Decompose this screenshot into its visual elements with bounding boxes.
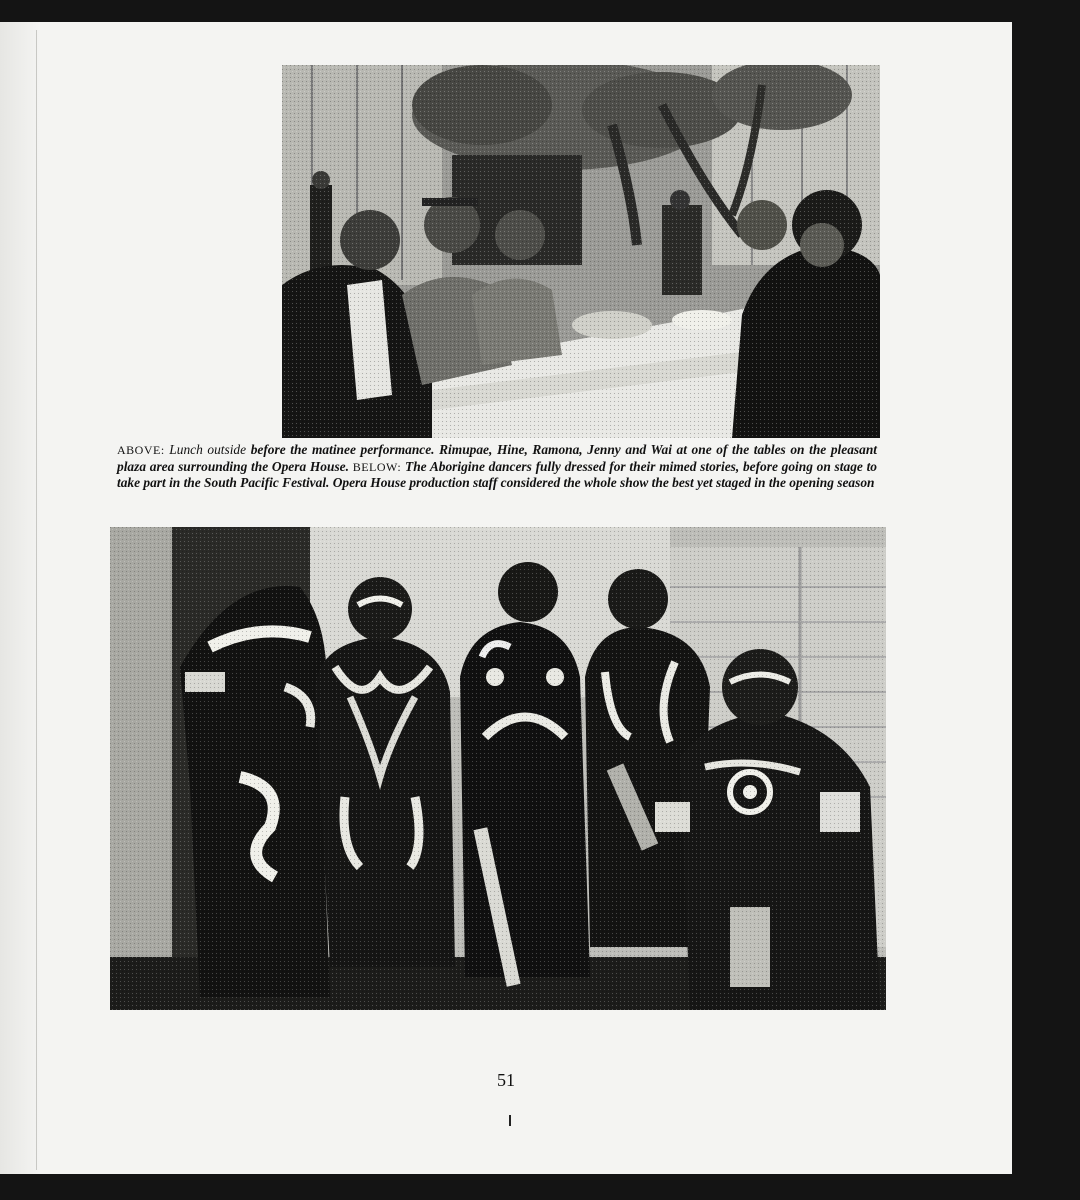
caption-above-text: before the matinee performance. Rimupae, Hine, Ramona, Jenny and Wai at one of the tables on the pleasant plaza area surrounding the Opera House.: [117, 442, 877, 474]
page-number: 51: [497, 1070, 515, 1090]
photo-lunch-plaza: [282, 65, 880, 438]
page-gutter-shadow: [0, 22, 40, 1174]
photo-aborigine-dancers: [110, 527, 886, 1010]
caption-above-label: ABOVE:: [117, 443, 165, 457]
photo-caption: [117, 442, 877, 491]
binding-line: [36, 30, 37, 1170]
printer-mark: [509, 1115, 511, 1126]
caption-below-label: BELOW:: [352, 459, 402, 474]
caption-above-lead: Lunch outside: [169, 442, 247, 457]
caption-below-text: The Aborigine dancers fully dressed for their mimed stories, before going on stage to take part in the South Pacific Festival. Opera House production staff considered the whole show the best yet staged in the opening season: [117, 458, 877, 490]
magazine-page: [0, 22, 1012, 1174]
